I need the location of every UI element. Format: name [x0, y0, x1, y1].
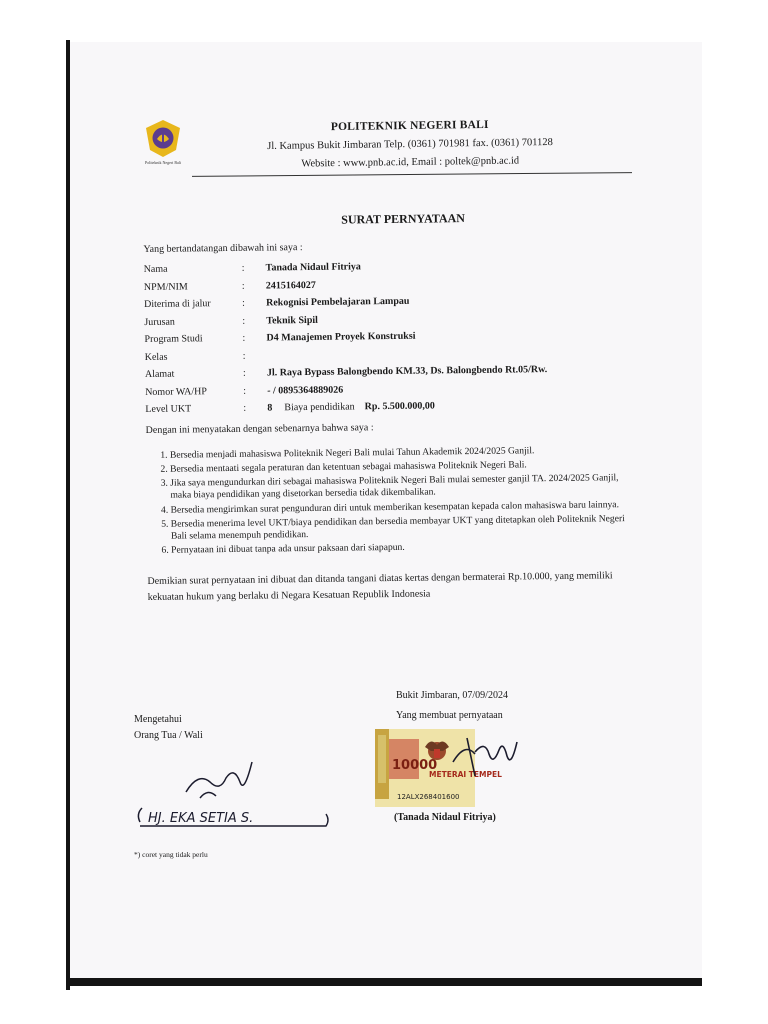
list-item: 1. Bersedia menjadi mahasiswa Politeknik Negeri Bali mulai Tahun Akademik 2024/2025 Ganjil. [170, 444, 628, 462]
field-label: Nomor WA/HP [145, 385, 207, 398]
maker-label: Yang membuat pernyataan [396, 710, 503, 721]
letterhead [200, 117, 621, 171]
field-colon: : [242, 298, 245, 310]
list-item: 5. Bersedia menerima level UKT/biaya pendidikan dan bersedia membayar UKT yang ditetapkan oleh Politeknik Negeri Bali selama menempuh pendidikan. [171, 513, 629, 543]
letter-title: SURAT PERNYATAAN [341, 211, 465, 227]
maker-signature [445, 732, 525, 780]
acknowledge-label: Mengetahui [134, 714, 182, 725]
field-label: Diterima di jalur [144, 298, 211, 311]
guardian-signature [130, 752, 330, 834]
page-shadow-bottom [66, 978, 702, 986]
place-date: Bukit Jimbaran, 07/09/2024 [396, 690, 508, 701]
stamp-value-text: 10000 [392, 758, 438, 773]
declaration-intro: Dengan ini menyatakan dengan sebenarnya bahwa saya : [145, 421, 374, 436]
field-value: 2415164027 [265, 279, 316, 292]
field-label: NPM/NIM [143, 281, 188, 293]
declaration-list [146, 444, 629, 558]
field-label: Program Studi [144, 333, 203, 346]
list-item: 3. Jika saya mengundurkan diri sebagai mahasiswa Politeknik Negeri Bali mulai semester ganjil TA. 2024/2025 Ganjil, maka biaya pendidikan yang disetorkan bersedia tidak dikembalikan. [170, 472, 628, 502]
closing-paragraph: Demikian surat pernyataan ini dibuat dan ditanda tangani diatas kertas dengan bermaterai Rp.10.000, yang memiliki kekuatan hukum yang berlaku di Negara Kesatuan Republik Indonesia [147, 569, 613, 603]
field-label: Level UKT [145, 403, 192, 416]
field-label: Alamat [144, 368, 175, 381]
field-value: Rekognisi Pembelajaran Lampau [266, 296, 410, 309]
pnb-logo-icon [143, 118, 183, 158]
list-item: 2. Bersedia mentaati segala peraturan dan ketentuan sebagai mahasiswa Politeknik Negeri Bali. [170, 458, 628, 476]
field-label: Kelas [144, 351, 168, 363]
field-label: Jurusan [144, 316, 175, 328]
field-value: - / 0895364889026 [267, 384, 344, 397]
institution-address: Jl. Kampus Bukit Jimbaran Telp. (0361) 701981 fax. (0361) 701128 [267, 137, 553, 152]
list-item: 4. Bersedia mengirimkan surat pengunduran diri untuk memberikan kesempatan kepada calon mahasiswa baru lainnya. [171, 499, 629, 517]
letter-intro: Yang bertandatangan dibawah ini saya : [143, 242, 303, 255]
field-value: Tanada Nidaul Fitriya [265, 261, 361, 274]
stamp-serial: 12ALX268401600 [397, 793, 460, 801]
acknowledgement-block [134, 712, 203, 743]
letter-body [143, 209, 638, 606]
list-item: 6. Pernyataan ini dibuat tanpa ada unsur paksaan dari siapapun. [171, 539, 629, 557]
stamp-text: METERAI TEMPEL [429, 770, 502, 779]
maker-name: (Tanada Nidaul Fitriya) [394, 812, 496, 823]
institution-contact: Website : www.pnb.ac.id, Email : poltek@pnb.ac.id [301, 155, 520, 170]
tuition-label: Biaya pendidikan [284, 401, 355, 414]
guardian-handwritten-name: HJ. EKA SETIA S. [148, 811, 254, 826]
field-value: Teknik Sipil [266, 314, 318, 327]
field-colon: : [243, 403, 247, 415]
field-colon: : [242, 333, 246, 345]
institution-logo [136, 118, 190, 174]
footnote: *) coret yang tidak perlu [134, 850, 208, 859]
guardian-label: Orang Tua / Wali [134, 729, 203, 741]
field-label: Nama [143, 263, 168, 276]
field-value: 8 [267, 402, 273, 414]
field-colon: : [242, 315, 246, 327]
field-value: D4 Manajemen Proyek Konstruksi [266, 330, 416, 344]
tuition-value: Rp. 5.500.000,00 [364, 400, 435, 413]
field-colon: : [242, 368, 246, 380]
institution-name: POLITEKNIK NEGERI BALI [330, 118, 489, 134]
field-value: Jl. Raya Bypass Balongbendo KM.33, Ds. Balongbendo Rt.05/Rw. [266, 364, 548, 379]
field-colon: : [243, 385, 247, 397]
field-colon: : [242, 350, 246, 362]
field-colon: : [241, 280, 245, 292]
field-colon: : [241, 263, 245, 275]
logo-caption: Politeknik Negeri Bali [145, 160, 181, 165]
